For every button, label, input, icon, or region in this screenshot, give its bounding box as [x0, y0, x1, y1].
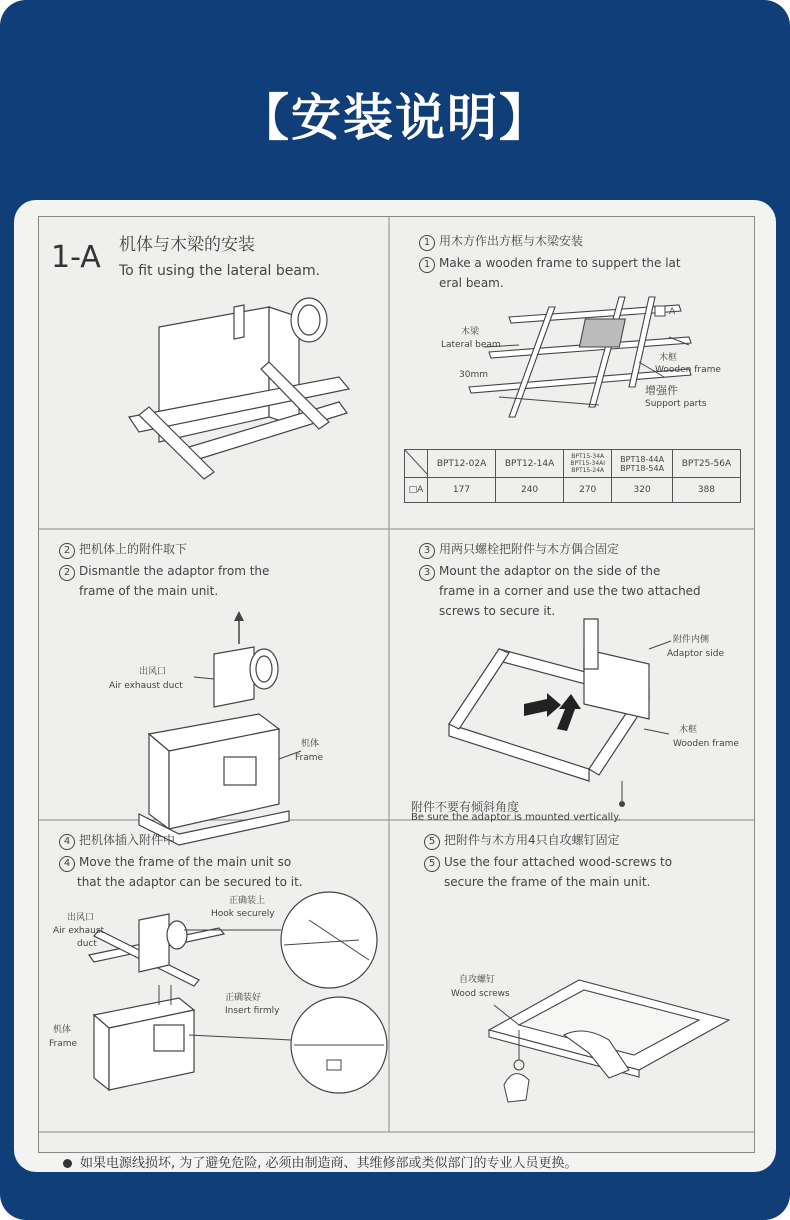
step-1a-badge: 1-A: [51, 240, 101, 275]
frame-label-en: Frame: [49, 1039, 78, 1049]
frame-label-en: Frame: [295, 753, 324, 763]
exhaust-label-cn: 出风口: [67, 913, 95, 923]
screw-label-cn: 自攻螺钉: [459, 975, 496, 985]
footer-note: [63, 1152, 578, 1171]
exhaust-label-cn: 出风口: [139, 667, 167, 677]
exhaust-label-en-2: duct: [77, 939, 97, 949]
step-3-title-cn: 用两只螺栓把附件与木方偶合固定: [439, 542, 620, 556]
frame-label-cn: 机体: [301, 739, 320, 749]
dimension-value: 240: [496, 478, 564, 503]
adaptor-label-en: Adaptor side: [667, 649, 724, 659]
step-2-cell: [39, 529, 389, 820]
adaptor-label-cn: 附件内侧: [673, 635, 710, 645]
bullet-icon: [63, 1159, 72, 1168]
step-3-text-en-3: screws to secure it.: [439, 604, 556, 618]
step-5-text-en-1: Use the four attached wood-screws to: [444, 855, 673, 869]
model-header: BPT12-02A: [428, 450, 496, 478]
step-number-1b: 1: [419, 257, 435, 273]
step-1-text-en-1: Make a wooden frame to suppert the lat: [439, 256, 681, 270]
a-box-label: A: [669, 307, 676, 317]
frame-label-cn: 木框: [659, 353, 678, 363]
step-number-5b: 5: [424, 856, 440, 872]
dimension-value: 320: [612, 478, 673, 503]
step-number-3: 3: [419, 543, 435, 559]
wood-screws-illustration: [389, 820, 754, 1132]
unit-on-beam-illustration: [39, 217, 389, 529]
step-number-2b: 2: [59, 565, 75, 581]
dimension-value: 388: [672, 478, 740, 503]
dismantle-illustration: [39, 529, 389, 820]
support-label-en: Support parts: [645, 399, 707, 409]
insert-unit-illustration: [39, 820, 389, 1132]
wooden-frame-label-cn: 木框: [679, 725, 698, 735]
dimension-table-header-row: [405, 450, 741, 478]
step-2-title-cn: 把机体上的附件取下: [79, 542, 188, 556]
insert-label-cn: 正确装好: [225, 993, 262, 1003]
step-3-warning-en: Be sure the adaptor is mounted vertically.: [411, 812, 621, 823]
exhaust-label-en-1: Air exhaust: [53, 926, 105, 936]
step-4-text-en-2: that the adaptor can be secured to it.: [77, 875, 303, 889]
frame-label-cn: 机体: [53, 1025, 72, 1035]
step-number-2: 2: [59, 543, 75, 559]
step-3-warning-cn: 附件不要有倾斜角度: [411, 800, 520, 814]
dimension-table-corner: [405, 450, 428, 478]
hook-label-en: Hook securely: [211, 909, 275, 919]
footer-note-text: 如果电源线损坏, 为了避免危险, 必须由制造商、其维修部或类似部门的专业人员更换。: [80, 1156, 578, 1171]
step-1-cell: [389, 217, 754, 529]
frame-label-en: Wooden frame: [655, 365, 721, 375]
wooden-frame-label-en: Wooden frame: [673, 739, 739, 749]
gap-label: 30mm: [459, 370, 488, 380]
step-number-4: 4: [59, 834, 75, 850]
step-1-text-en-2: eral beam.: [439, 276, 504, 290]
installation-manual: [38, 216, 755, 1171]
beam-label-cn: 木梁: [461, 327, 480, 337]
step-number-3b: 3: [419, 565, 435, 581]
step-5-title-cn: 把附件与木方用4只自攻螺钉固定: [444, 833, 620, 847]
step-1a-cell: [39, 217, 389, 529]
insert-label-en: Insert firmly: [225, 1006, 280, 1016]
dimension-value: 270: [564, 478, 612, 503]
step-4-text-en-1: Move the frame of the main unit so: [79, 855, 292, 869]
beam-label-en: Lateral beam: [441, 340, 501, 350]
page-title: 【安装说明】: [239, 89, 551, 147]
step-1a-title-en: To fit using the lateral beam.: [119, 263, 321, 279]
dimension-value: 177: [428, 478, 496, 503]
screw-label-en: Wood screws: [451, 989, 510, 999]
step-3-text-en-2: frame in a corner and use the two attached: [439, 584, 701, 598]
step-number-4b: 4: [59, 856, 75, 872]
manual-sheet: [14, 200, 776, 1172]
support-label-cn: 增强件: [645, 384, 678, 397]
step-number-5: 5: [424, 834, 440, 850]
step-3-text-en-1: Mount the adaptor on the side of the: [439, 564, 661, 578]
step-4-title-cn: 把机体插入附件中: [79, 833, 176, 847]
model-header: BPT25-56A: [672, 450, 740, 478]
exhaust-label-en: Air exhaust duct: [109, 681, 183, 691]
step-1a-title-cn: 机体与木梁的安装: [119, 235, 255, 255]
model-header: BPT12-14A: [496, 450, 564, 478]
dimension-table-row: [405, 478, 741, 503]
row-label-text: A: [417, 485, 424, 495]
row-label: □A: [405, 478, 428, 503]
step-5-cell: [389, 820, 754, 1132]
step-1-title-cn: 用木方作出方框与木梁安装: [439, 234, 584, 248]
step-5-text-en-2: secure the frame of the main unit.: [444, 875, 651, 889]
step-3-cell: [389, 529, 754, 823]
mount-adaptor-illustration: [389, 529, 754, 820]
step-number-1: 1: [419, 235, 435, 251]
model-header: BPT15-34A BPT15-34AI BPT15-24A: [564, 450, 612, 478]
model-header: BPT18-44A BPT18-54A: [612, 450, 673, 478]
hook-label-cn: 正确装上: [229, 896, 266, 906]
step-2-text-en-2: frame of the main unit.: [79, 584, 219, 598]
step-4-cell: [39, 820, 389, 1132]
dimension-table: [404, 449, 741, 503]
step-2-text-en-1: Dismantle the adaptor from the: [79, 564, 270, 578]
